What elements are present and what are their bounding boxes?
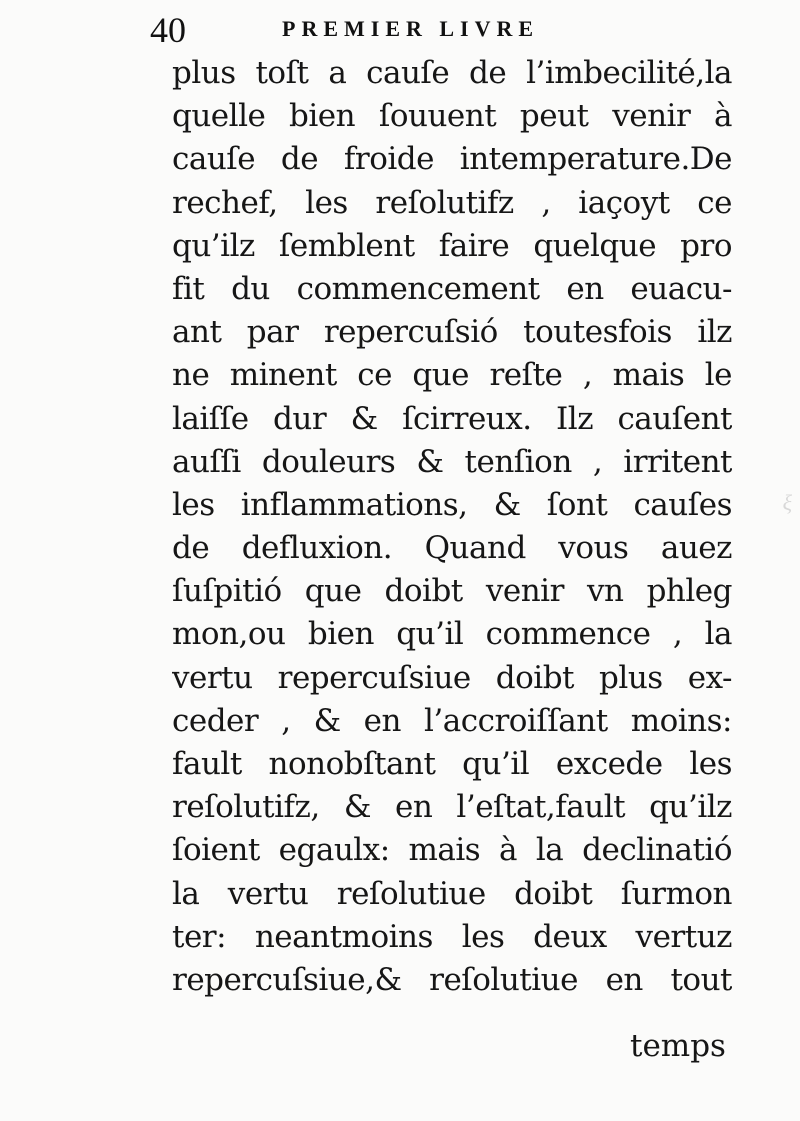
text-line: auſſi douleurs & tenſion , irritent [172,443,732,480]
text-line: vertu repercuſsiue doibt plus ex- [172,659,732,696]
text-line: ſuſpitió que doibt venir vn phleg [172,573,732,610]
text-line: ſoient egaulx: mais à la declinatió [172,832,732,869]
running-title: PREMIER LIVRE [282,16,540,41]
text-line: mon,ou bien qu’il commence , la [172,616,732,653]
text-line: quelle bien ſouuent peut venir à [172,98,732,135]
text-line: la vertu reſolutiue doibt ſurmon [172,875,732,912]
bleed-through-mark: ξ [782,490,792,515]
text-line: les inflammations, & ſont cauſes [172,486,732,523]
text-line: rechef, les reſolutifz , iaçoyt ce [172,184,732,221]
text-line: de defluxion. Quand vous auez [172,530,732,567]
page-number: 40 [150,10,186,50]
text-line: fault nonobſtant qu’il excede les [172,746,732,782]
catchword: temps [630,1028,726,1064]
text-line: ter: neantmoins les deux vertuz [172,918,732,955]
text-line: repercuſsiue,& reſolutiue en tout [172,961,732,998]
text-line: ceder , & en l’accroiſſant moins: [172,702,732,739]
text-line: laiſſe dur & ſcirreux. Ilz cauſent [172,400,732,437]
text-line: plus toſt a cauſe de l’imbecilité,la [172,55,732,91]
text-line: ant par repercuſsió toutesfois ilz [172,314,732,351]
body-text [172,52,732,1002]
page-header [150,8,750,52]
text-line: qu’ilz ſemblent faire quelque pro [172,227,732,264]
text-line: reſolutifz, & en l’eſtat,fault qu’ilz [172,789,732,826]
text-line: fit du commencement en euacu- [172,270,732,307]
text-line: ne minent ce que reſte , mais le [172,357,732,394]
text-line: cauſe de froide intemperature.De [172,141,732,178]
